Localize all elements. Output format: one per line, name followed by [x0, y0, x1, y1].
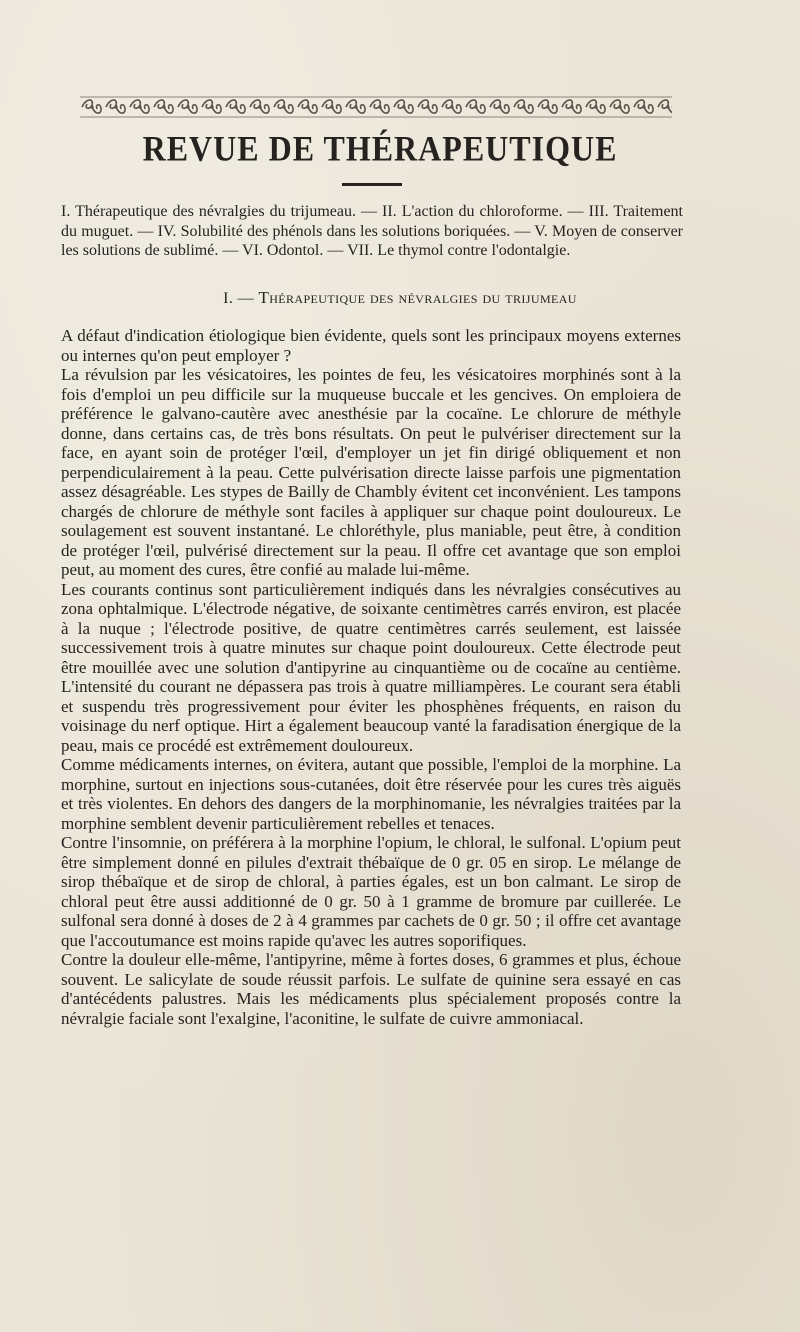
section-number: I. — — [223, 290, 259, 307]
paragraph: Comme médicaments internes, on évitera, autant que possible, l'emploi de la morphine. La morphine, surtout en injections sous-cutanées, doit être réservée pour les cures très aiguës et très violentes. En dehors des dangers de la morphinomanie, les névralgies traitées par la morphine semblent devenir particulièrement rebelles et tenaces. — [61, 755, 681, 833]
ornamental-headband — [80, 96, 672, 118]
paragraph: Contre la douleur elle-même, l'antipyrine, même à fortes doses, 6 grammes et plus, échoue souvent. Le salicylate de soude réussit parfois. Le sulfate de quinine sera essayé en cas d'antécédents palustres. Mais les médicaments plus spécialement proposés contre la névralgie faciale sont l'exalgine, l'aconitine, le sulfate de cuivre ammoniacal. — [61, 950, 681, 1028]
paragraph: Contre l'insomnie, on préférera à la morphine l'opium, le chloral, le sulfonal. L'opium peut être simplement donné en pilules d'extrait thébaïque de 0 gr. 05 en sirop. Le mélange de sirop thébaïque et de sirop de chloral, à parties égales, est un bon calmant. Le sirop de chloral peut être aussi additionné de 0 gr. 50 à 1 gramme de bromure par cuillerée. Le sulfonal sera donné à doses de 2 à 4 grammes par cachets de 0 gr. 50 ; il offre cet avantage que l'accoutumance est moins rapide qu'avec les autres soporifiques. — [61, 833, 681, 950]
table-of-contents — [61, 202, 683, 261]
title-divider — [342, 183, 402, 186]
section-heading — [0, 287, 800, 310]
article-body — [61, 326, 681, 1028]
page-title: REVUE DE THÉRAPEUTIQUE — [142, 127, 618, 169]
paragraph: La révulsion par les vésicatoires, les pointes de feu, les vésicatoires morphinés sont à la fois d'emploi un peu difficile sur la muqueuse buccale et les gencives. On emploiera de préférence le galvano-cautère avec anesthésie par la cocaïne. Le chlorure de méthyle donne, dans certains cas, de très bons résultats. On peut le pulvériser directement sur la face, en ayant soin de protéger l'œil, d'employer un jet fin dirigé obliquement et non perpendiculairement à la peau. Cette pulvérisation directe laisse parfois une pigmentation assez désagréable. Les stypes de Bailly de Chambly évitent cet inconvénient. Les tampons chargés de chlorure de méthyle sont faciles à appliquer sur chaque point douloureux. Le soulagement est souvent instantané. Le chloréthyle, plus maniable, peut être, à condition de protéger l'œil, pulvérisé directement sur la peau. Il offre cet avantage que son emploi peut, au moment des cures, être confié au malade lui-même. — [61, 365, 681, 579]
paragraph: Les courants continus sont particulièrement indiqués dans les névralgies consécutives au zona ophtalmique. L'électrode négative, de soixante centimètres carrés environ, est placée à la nuque ; l'électrode positive, de quatre centimètres carrés seulement, est laissée successivement trois à quatre minutes sur chaque point douloureux. Cette électrode peut être mouillée avec une solution d'antipyrine au cinquantième ou de cocaïne au centième. L'intensité du courant ne dépassera pas trois à quatre milliampères. Le courant sera établi et suspendu très progressivement pour éviter les phosphènes fréquents, en raison du voisinage du nerf optique. Hirt a également beaucoup vanté la faradisation énergique de la peau, mais ce procédé est extrêmement douloureux. — [61, 579, 681, 755]
section-title: Thérapeutique des névralgies du trijumeau — [258, 288, 577, 307]
paragraph: A défaut d'indication étiologique bien évidente, quels sont les principaux moyens externes ou internes qu'on peut employer ? — [61, 326, 681, 365]
toc-text: I. Thérapeutique des névralgies du trijumeau. — II. L'action du chloroforme. — III. Traitement du muguet. — IV. Solubilité des phénols dans les solutions boriquées. — V. Moyen de conserver les solutions de sublimé. — VI. Odontol. — VII. Le thymol contre l'odontalgie. — [61, 203, 683, 259]
